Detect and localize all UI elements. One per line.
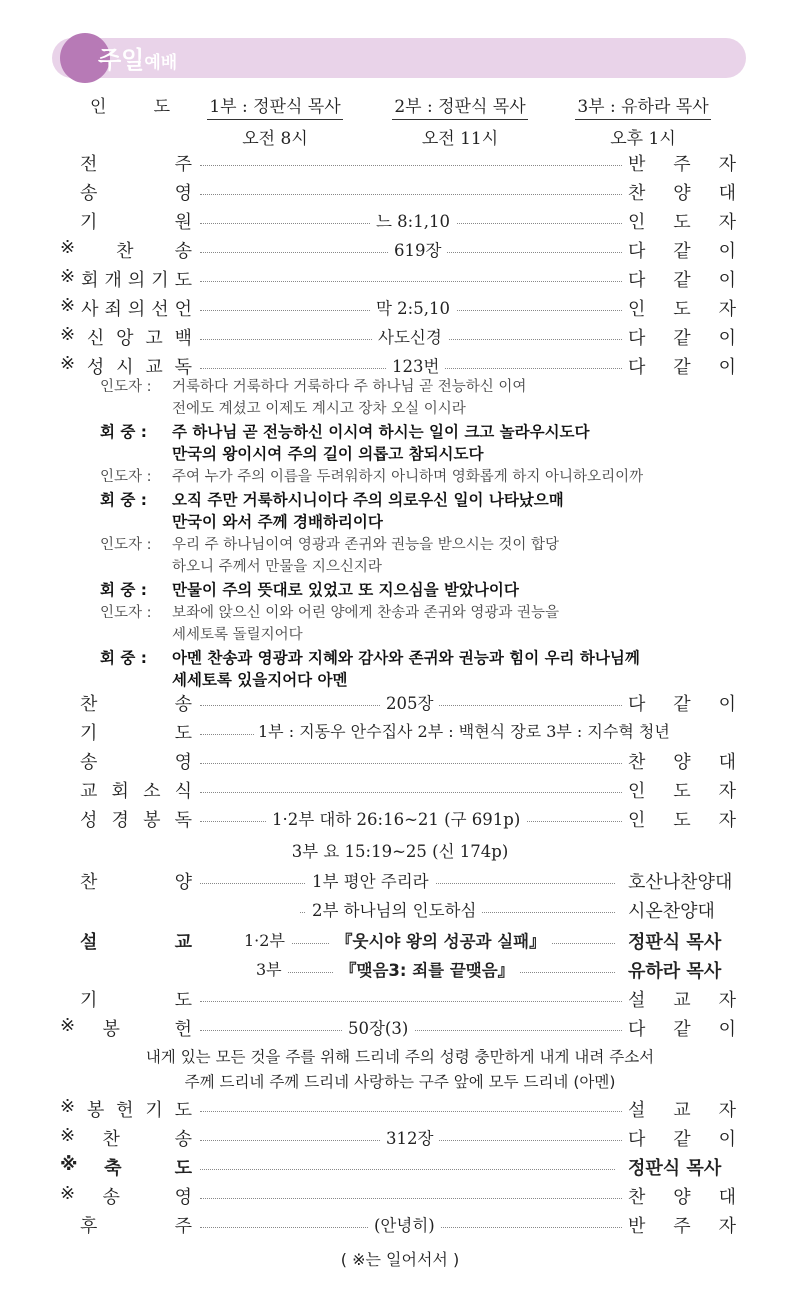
leader-line (100, 602, 560, 643)
order-label-char: 도 (174, 270, 192, 291)
title-sub: 예배 (144, 53, 178, 73)
order-right: 인 도 자 (628, 810, 736, 831)
speaker-label: 인도자 : (100, 469, 152, 485)
dot-leader (200, 1169, 615, 1170)
order-row-anthem-2 (0, 897, 800, 925)
order-label: 찬 양 (80, 872, 192, 893)
order-label: ※ 축 도 (60, 1154, 192, 1179)
order-label-char: 개 (104, 270, 122, 291)
stand-mark: ※ (60, 237, 76, 258)
order-right (628, 295, 736, 321)
order-right-char: 도 (673, 212, 691, 233)
order-right: 찬 양 대 (628, 1187, 736, 1208)
dot-leader (200, 1111, 622, 1112)
order-right: 정판식 목사 (628, 932, 722, 953)
order-label: 후 주 (80, 1216, 192, 1237)
reading-text-continued: 전에도 계셨고 이제도 계시고 장차 오실 이시라 (172, 401, 466, 417)
speaker-label: 회 중 : (100, 491, 147, 509)
dot-leader (200, 792, 622, 793)
order-label-char: 언 (174, 299, 192, 320)
leaders-row (0, 90, 800, 149)
order-label: 설 교 (80, 932, 192, 953)
order-right-char: 이 (718, 270, 736, 291)
title-main: 주일 (98, 46, 145, 74)
order-row-prayer-2 (0, 986, 800, 1014)
order-row-sermon-2 (0, 957, 800, 985)
order-label: ※ 봉 헌 기 도 (60, 1096, 192, 1121)
reading-text-continued: 하오니 주께서 만물을 지으신지라 (172, 559, 382, 575)
order-right: 호산나찬양대 (628, 872, 733, 893)
order-label-char: 의 (127, 299, 146, 320)
reading-text: 거룩하다 거룩하다 거룩하다 주 하나님 곧 전능하신 이여 (172, 379, 527, 395)
order-right-char: 다 (628, 328, 646, 349)
order-center: 1·2부 대하 26:16~21 (구 691p) (266, 806, 526, 830)
order-center: 2부 하나님의 인도하심 (306, 897, 482, 921)
congregation-line (100, 647, 640, 689)
order-label-char: 송 (174, 241, 192, 262)
congregation-line (100, 489, 564, 531)
order-label (60, 179, 192, 205)
order-label-char: 교 (145, 357, 163, 378)
order-right (628, 237, 736, 263)
order-right-char: 찬 (628, 183, 646, 204)
order-label-char: 기 (80, 212, 98, 233)
order-right-char: 도 (673, 299, 691, 320)
order-row-top (0, 266, 800, 294)
leaders-label: 인 도 (90, 97, 170, 117)
leader-line (100, 376, 527, 417)
scripture-3rd-service: 3부 요 15:19~25 (신 174p) (291, 842, 509, 861)
order-right-char: 주 (673, 154, 691, 175)
order-label-char: 송 (80, 183, 98, 204)
service-1 (200, 92, 350, 149)
dot-leader (200, 281, 622, 282)
sermon-title: 『웃시야 왕의 성공과 실패』 (330, 928, 552, 952)
order-label (60, 295, 192, 321)
order-right-char: 같 (673, 241, 691, 262)
order-right: 다 같 이 (628, 1019, 736, 1040)
order-right-char: 양 (673, 183, 691, 204)
order-right-char: 자 (718, 299, 736, 320)
order-right-char: 다 (628, 241, 646, 262)
order-label-char: 기 (151, 270, 169, 291)
footnote: ( ※는 일어서서 ) (340, 1250, 460, 1269)
order-row-offering (0, 1015, 800, 1043)
order-label-char: 시 (116, 357, 134, 378)
order-right (628, 150, 736, 176)
order-label: 교 회 소 식 (80, 781, 192, 802)
order-row-top (0, 324, 800, 352)
dot-leader (200, 1001, 622, 1002)
order-right-char: 인 (628, 212, 646, 233)
order-label-char: 고 (145, 328, 163, 349)
order-label-char: 영 (174, 183, 192, 204)
order-right (628, 353, 736, 379)
order-center: 619장 (388, 237, 447, 261)
order-center: 1부 : 지동우 안수집사 2부 : 백현식 장로 3부 : 지수혁 청년 (254, 719, 670, 742)
service-2-title: 2부 : 정판식 목사 (392, 92, 527, 120)
order-right-char: 이 (718, 241, 736, 262)
order-label: 송 영 (80, 752, 192, 773)
order-row-scripture (0, 806, 800, 834)
order-right (628, 179, 736, 205)
order-row-prayer-1 (0, 719, 800, 747)
service-2 (385, 92, 535, 149)
order-row-top (0, 150, 800, 178)
order-right-char: 같 (673, 328, 691, 349)
order-label (60, 237, 192, 263)
reading-text: 오직 주만 거룩하시니이다 주의 의로우신 일이 나타났으매 (172, 491, 564, 509)
order-center: 312장 (380, 1125, 439, 1149)
reading-text-continued: 세세토록 돌릴지어다 (172, 627, 303, 643)
sermon-title: 『맺음3: 죄를 끝맺음』 (334, 957, 520, 981)
reading-text-continued: 만국의 왕이시여 주의 길이 의롭고 참되시도다 (172, 445, 484, 463)
dot-leader (200, 194, 622, 195)
order-right: 시온찬양대 (628, 901, 715, 922)
order-label-char: 백 (174, 328, 192, 349)
order-label: 성 경 봉 독 (80, 810, 192, 831)
service-2-time: 오전 11시 (421, 129, 499, 149)
service-3-time: 오후 1시 (610, 129, 676, 149)
order-label: 찬 송 (80, 694, 192, 715)
order-row-sermon-1 (0, 928, 800, 956)
order-label: ※ 봉 헌 (60, 1015, 192, 1040)
leader-line (100, 534, 560, 575)
order-label-char: 선 (151, 299, 169, 320)
service-1-title: 1부 : 정판식 목사 (207, 92, 342, 120)
order-label: 기 도 (80, 990, 192, 1011)
order-row-hymn-1 (0, 690, 800, 718)
order-row-song-1 (0, 748, 800, 776)
order-label-char: 의 (127, 270, 146, 291)
order-right-char: 자 (718, 154, 736, 175)
congregation-line (100, 579, 519, 601)
order-label-char: 신 (86, 328, 105, 349)
order-right: 정판식 목사 (628, 1158, 722, 1179)
order-row-doxology (0, 1183, 800, 1211)
order-right: 설 교 자 (628, 1100, 736, 1121)
order-center: 막 2:5,10 (370, 295, 456, 319)
order-label-char: 성 (86, 357, 105, 378)
order-row-top (0, 237, 800, 265)
order-label: ※ 찬 송 (60, 1125, 192, 1150)
order-row-hymn-2 (0, 1125, 800, 1153)
congregation-line (100, 421, 590, 463)
order-right: 인 도 자 (628, 781, 736, 802)
order-row-benediction (0, 1154, 800, 1182)
order-right-char: 자 (718, 212, 736, 233)
reading-text: 만물이 주의 뜻대로 있었고 또 지으심을 받았나이다 (172, 581, 519, 599)
order-center: 50장(3) (342, 1015, 414, 1039)
order-label-char: 주 (174, 154, 192, 175)
order-label-char: 전 (80, 154, 98, 175)
order-label: ※ 송 영 (60, 1183, 192, 1208)
dot-leader (200, 1198, 622, 1199)
order-label (60, 266, 192, 292)
order-right-char: 이 (718, 328, 736, 349)
sermon-part: 3부 (250, 957, 288, 980)
order-right-char: 같 (673, 357, 691, 378)
order-right: 다 같 이 (628, 1129, 736, 1150)
stand-mark: ※ (60, 266, 76, 287)
sermon-part: 1·2부 (238, 928, 291, 951)
speaker-label: 회 중 : (100, 423, 147, 441)
dot-leader (200, 763, 622, 764)
order-right: 다 같 이 (628, 694, 736, 715)
order-row-church-news (0, 777, 800, 805)
order-right: 반 주 자 (628, 1216, 736, 1237)
order-right (628, 324, 736, 350)
order-label (60, 208, 192, 234)
service-3 (568, 92, 718, 149)
reading-text: 주 하나님 곧 전능하신 이시여 하시는 일이 크고 놀라우시도다 (172, 423, 590, 441)
speaker-label: 인도자 : (100, 537, 152, 553)
order-row-postlude (0, 1212, 800, 1240)
page-title (98, 40, 177, 75)
order-right-char: 반 (628, 154, 646, 175)
speaker-label: 인도자 : (100, 379, 152, 395)
order-right: 설 교 자 (628, 990, 736, 1011)
order-right-char: 인 (628, 299, 646, 320)
order-right (628, 266, 736, 292)
order-label (60, 150, 192, 176)
order-label-char: 찬 (116, 241, 134, 262)
offering-lyrics-1: 내게 있는 모든 것을 주를 위해 드리네 주의 성령 충만하게 내게 내려 주소서 (145, 1048, 655, 1066)
order-right-char: 같 (673, 270, 691, 291)
order-label (60, 324, 192, 350)
order-row-offering-prayer (0, 1096, 800, 1124)
service-3-title: 3부 : 유하라 목사 (575, 92, 710, 120)
order-row-top (0, 208, 800, 236)
order-right-char: 대 (718, 183, 736, 204)
reading-text: 아멘 찬송과 영광과 지혜와 감사와 존귀와 권능과 힘이 우리 하나님께 (172, 649, 640, 667)
order-row-anthem-1 (0, 868, 800, 896)
order-label-char: 독 (174, 357, 192, 378)
reading-text: 우리 주 하나님이여 영광과 존귀와 권능을 받으시는 것이 합당 (172, 537, 560, 553)
dot-leader (200, 165, 622, 166)
service-1-time: 오전 8시 (242, 129, 308, 149)
order-center: 1부 평안 주리라 (306, 868, 435, 892)
order-label-char: 회 (81, 270, 99, 291)
order-center: (안녕히) (368, 1212, 441, 1236)
order-row-top (0, 295, 800, 323)
leader-line (100, 466, 643, 488)
order-right (628, 208, 736, 234)
speaker-label: 회 중 : (100, 649, 147, 667)
stand-mark: ※ (60, 295, 76, 316)
order-row-top (0, 179, 800, 207)
stand-mark: ※ (60, 353, 76, 374)
order-right-char: 이 (718, 357, 736, 378)
offering-lyrics-2: 주께 드리네 주께 드리네 사랑하는 구주 앞에 모두 드리네 (아멘) (184, 1073, 616, 1091)
speaker-label: 회 중 : (100, 581, 147, 599)
order-right-char: 다 (628, 270, 646, 291)
order-label-char: 원 (174, 212, 192, 233)
speaker-label: 인도자 : (100, 605, 152, 621)
order-center: 느 8:1,10 (370, 208, 456, 232)
reading-text: 주여 누가 주의 이름을 두려워하지 아니하며 영화롭게 하지 아니하오리이까 (172, 469, 644, 485)
order-center: 205장 (380, 690, 439, 714)
order-center: 사도신경 (372, 324, 448, 348)
order-right-char: 다 (628, 357, 646, 378)
order-label: 기 도 (80, 723, 192, 744)
reading-text: 보좌에 앉으신 이와 어린 양에게 찬송과 존귀와 영광과 권능을 (172, 605, 560, 621)
dot-leader (200, 734, 260, 735)
reading-text-continued: 세세토록 있을지어다 아멘 (172, 671, 348, 689)
order-right: 유하라 목사 (628, 961, 722, 982)
order-label-char: 사 (81, 299, 99, 320)
order-center: 123번 (386, 353, 445, 377)
order-right: 찬 양 대 (628, 752, 736, 773)
order-label-char: 앙 (116, 328, 134, 349)
stand-mark: ※ (60, 324, 76, 345)
reading-text-continued: 만국이 와서 주께 경배하리이다 (172, 513, 383, 531)
order-label-char: 죄 (104, 299, 122, 320)
